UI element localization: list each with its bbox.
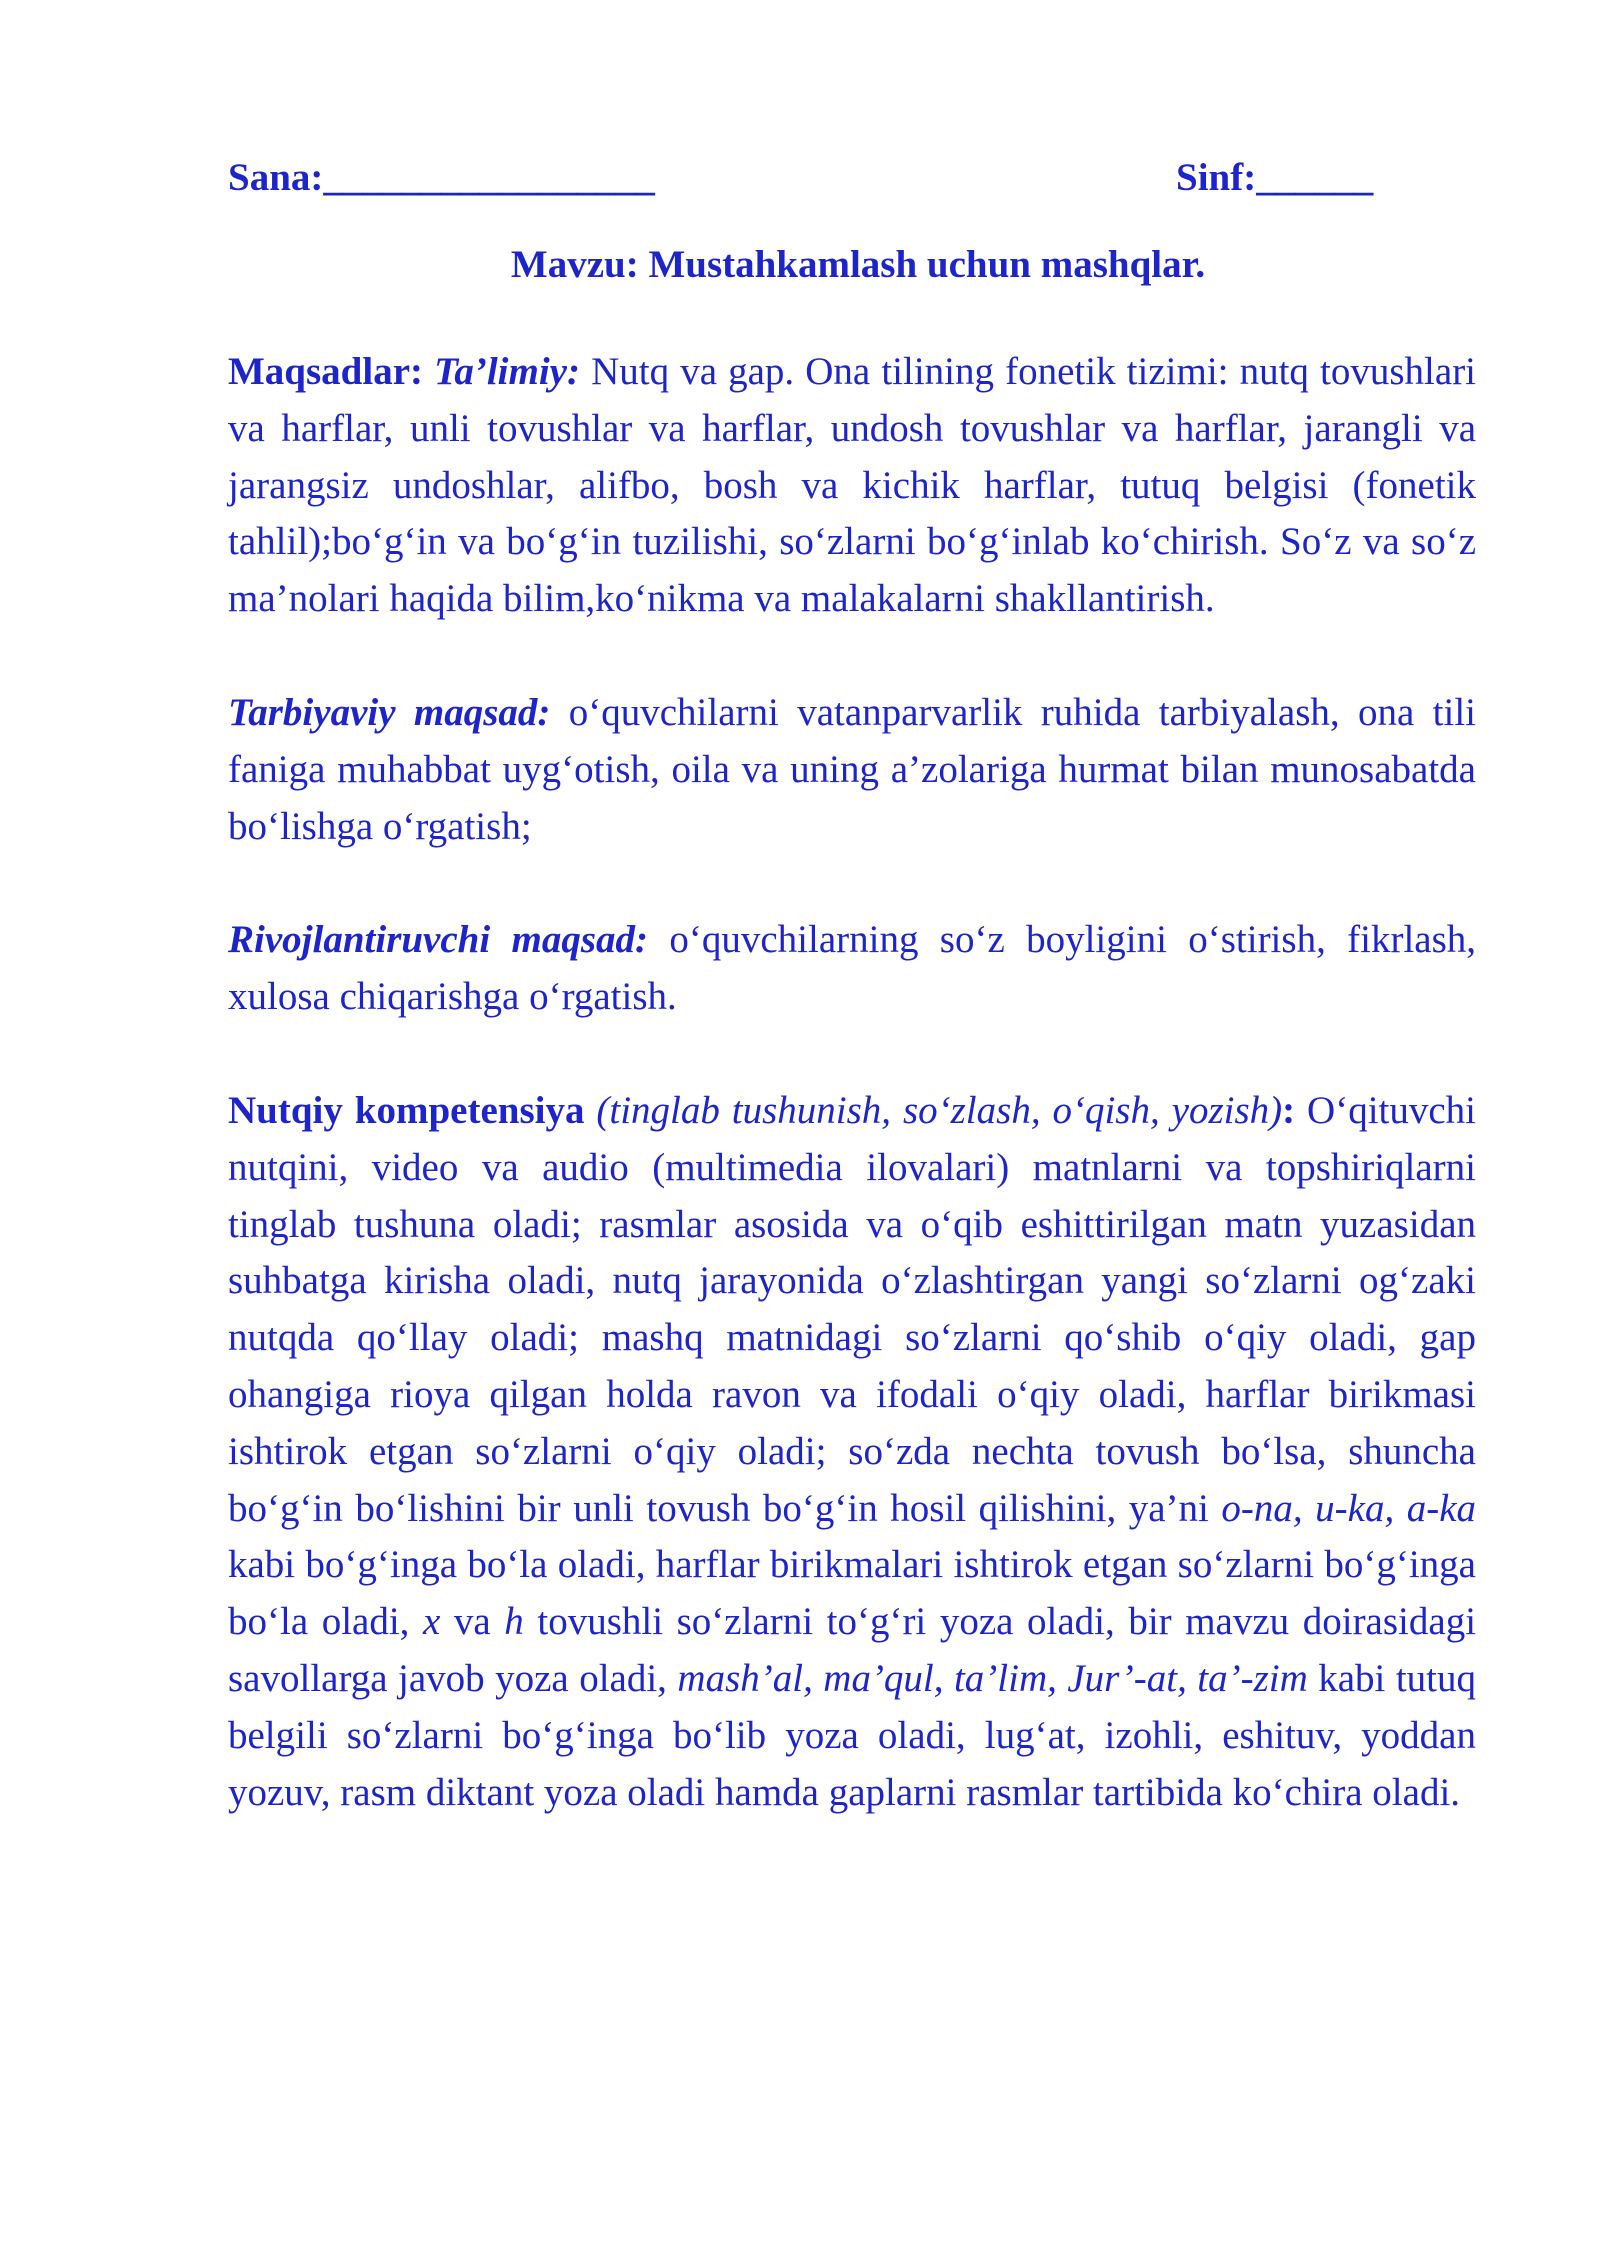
developmental-paragraph	[228, 912, 1476, 1026]
syllable-examples-1: o-na, u-ka, a-ka	[1221, 1486, 1477, 1530]
document-page	[228, 145, 1476, 1821]
class-field	[1176, 155, 1373, 200]
lesson-topic-title: Mavzu: Mustahkamlash uchun mashqlar.	[510, 243, 1206, 286]
date-field	[228, 155, 655, 200]
developmental-label: Rivojlantiruvchi maqsad:	[228, 918, 649, 962]
class-blank: ______	[1256, 156, 1374, 199]
class-label: Sinf:	[1176, 156, 1257, 199]
speech-text-va: va	[453, 1600, 491, 1644]
date-blank: _________________	[323, 156, 655, 199]
apostrophe-word-examples: mash’al, ma’qul, ta’lim, Jur’-at, ta’-zim	[677, 1656, 1308, 1700]
upbringing-text: o‘quvchilarni vatanparvarlik ruhida tarbiyalash, ona tili faniga muhabbat uyg‘otish, oila va uning a’zolariga hurmat bilan munosabatda bo‘lishga o‘rgatish;	[228, 690, 1476, 848]
header-row	[228, 145, 1476, 205]
speech-colon: :	[1282, 1088, 1296, 1132]
developmental-text: o‘quvchilarning so‘z boyligini o‘stirish, fikrlash, xulosa chiqarishga o‘rgatish.	[228, 918, 1477, 1019]
speech-text-1: O‘qituvchi nutqini, video va audio (multimedia ilovalari) matnlarni va topshiriqlarni tinglab tushuna oladi; rasmlar asosida va o‘qib eshittirilgan matn yuzasidan suhbatga kirisha oladi, nutq jarayonida o‘zlashtirgan yangi so‘zlarni og‘zaki nutqda qo‘llay oladi; mashq matnidagi so‘zlarni qo‘shib o‘qiy oladi, gap ohangiga rioya qilgan holda ravon va ifodali o‘qiy oladi, harflar birikmasi ishtirok etgan so‘zlarni o‘qiy oladi; so‘zda nechta tovush bo‘lsa, shuncha bo‘g‘in bo‘lishini bir unli tovush bo‘g‘in hosil qilishini, ya’ni	[228, 1088, 1477, 1530]
letter-h-example: h	[504, 1600, 524, 1644]
educational-text: Nutq va gap. Ona tilining fonetik tizimi: nutq tovushlari va harflar, unli tovushlar va harflar, undosh tovushlar va harflar, jarangli va jarangsiz undoshlar, alifbo, bosh va kichik harflar, tutuq belgisi (fonetik tahlil);bo‘g‘in va bo‘g‘in tuzilishi, so‘zlarni bo‘g‘inlab ko‘chirish. So‘z va so‘z ma’nolari haqida bilim,ko‘nikma va malakalarni shakllantirish.	[228, 350, 1477, 621]
goals-paragraph	[228, 344, 1476, 628]
date-label: Sana:	[228, 156, 324, 199]
speech-competence-paragraph	[228, 1083, 1476, 1821]
speech-label: Nutqiy kompetensiya	[228, 1088, 585, 1132]
letter-x-example: x	[423, 1600, 441, 1644]
goals-label: Maqsadlar:	[228, 350, 423, 393]
educational-label: Ta’limiy:	[434, 350, 580, 393]
speech-text-3: tovushli so‘zlarni to‘g‘ri yoza oladi, bir mavzu doirasidagi savollarga javob yoza oladi,	[228, 1600, 1477, 1700]
speech-paren: (tinglab tushunish, so‘zlash, o‘qish, yozish)	[596, 1088, 1283, 1132]
speech-text-2: kabi bo‘g‘inga bo‘la oladi, harflar birikmalari ishtirok etgan so‘zlarni bo‘g‘inga bo‘la oladi,	[228, 1543, 1476, 1644]
upbringing-label: Tarbiyaviy maqsad:	[228, 690, 551, 734]
speech-text-4: kabi tutuq belgili so‘zlarni bo‘g‘inga bo‘lib yoza oladi, lug‘at, izohli, eshituv, yoddan yozuv, rasm diktant yoza oladi hamda gaplarni rasmlar tartibida ko‘chira oladi.	[228, 1656, 1477, 1814]
upbringing-paragraph	[228, 685, 1476, 855]
